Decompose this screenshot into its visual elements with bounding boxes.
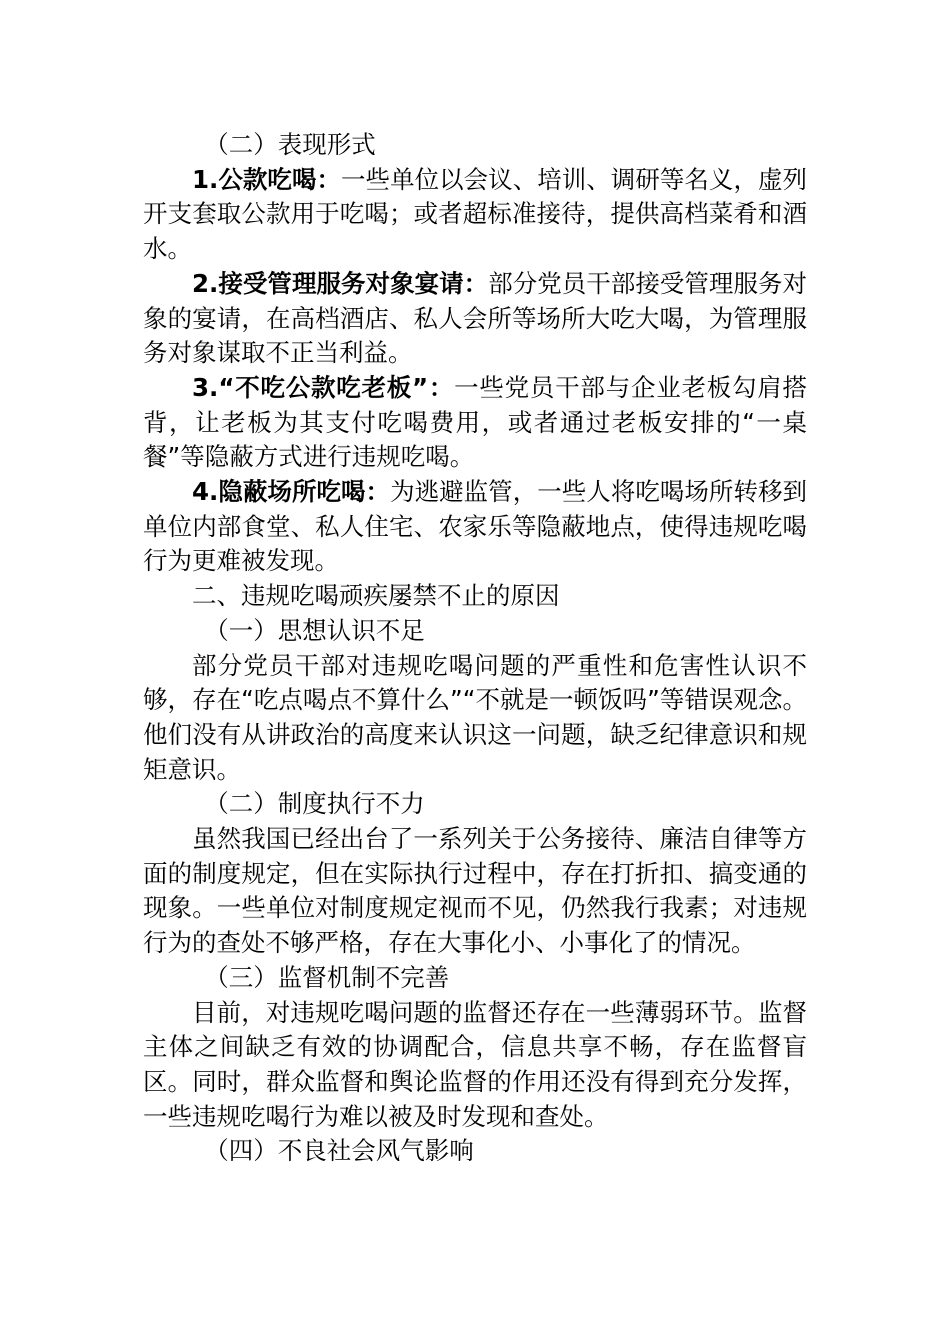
item-label-1: 1.公款吃喝： bbox=[192, 164, 342, 194]
paragraph-accepting-banquets bbox=[143, 267, 807, 371]
subheading-social-atmosphere: （四）不良社会风气影响 bbox=[204, 1136, 474, 1166]
item-text-2: 部分党员干部接受管理服务对象的宴请，在高档酒店、私人会所等场所大吃大喝，为管理服务对象谋取不正当利益。 bbox=[143, 268, 808, 368]
subheading-supervision: （三）监督机制不完善 bbox=[204, 962, 450, 992]
item-label-2: 2.接受管理服务对象宴请： bbox=[192, 268, 489, 298]
subheading-awareness: （一）思想认识不足 bbox=[204, 615, 425, 645]
item-text-1: 一些单位以会议、培训、调研等名义，虚列开支套取公款用于吃喝；或者超标准接待，提供高档菜肴和酒水。 bbox=[143, 164, 807, 264]
item-label-4: 4.隐蔽场所吃喝： bbox=[192, 477, 391, 507]
document-body bbox=[143, 128, 807, 1169]
subheading-enforcement: （二）制度执行不力 bbox=[204, 789, 425, 819]
paragraph-awareness: 部分党员干部对违规吃喝问题的严重性和危害性认识不够，存在“吃点喝点不算什么”“不就是一顿饭吗”等错误观念。他们没有从讲政治的高度来认识这一问题，缺乏纪律意识和规矩意识。 bbox=[143, 650, 807, 784]
item-text-3: 一些党员干部与企业老板勾肩搭背，让老板为其支付吃喝费用，或者通过老板安排的“一桌餐”等隐蔽方式进行违规吃喝。 bbox=[143, 372, 807, 472]
paragraph-public-funds-dining bbox=[143, 163, 807, 267]
paragraph-enforcement: 虽然我国已经出台了一系列关于公务接待、廉洁自律等方面的制度规定，但在实际执行过程中，存在打折扣、搞变通的现象。一些单位对制度规定视而不见，仍然我行我素；对违规行为的查处不够严格，存在大事化小、小事化了的情况。 bbox=[143, 824, 807, 958]
paragraph-supervision: 目前，对违规吃喝问题的监督还存在一些薄弱环节。监督主体之间缺乏有效的协调配合，信息共享不畅，存在监督盲区。同时，群众监督和舆论监督的作用还没有得到充分发挥，一些违规吃喝行为难以被及时发现和查处。 bbox=[143, 997, 807, 1131]
paragraph-hidden-venues bbox=[143, 475, 807, 579]
paragraph-boss-pays bbox=[143, 371, 807, 475]
item-text-4: 为逃避监管，一些人将吃喝场所转移到单位内部食堂、私人住宅、农家乐等隐蔽地点，使得违规吃喝行为更难被发现。 bbox=[143, 477, 808, 576]
item-label-3: 3.“不吃公款吃老板”： bbox=[192, 372, 455, 402]
subheading-forms: （二）表现形式 bbox=[204, 130, 376, 159]
section-heading-causes: 二、违规吃喝顽疾屡禁不止的原因 bbox=[192, 581, 560, 611]
